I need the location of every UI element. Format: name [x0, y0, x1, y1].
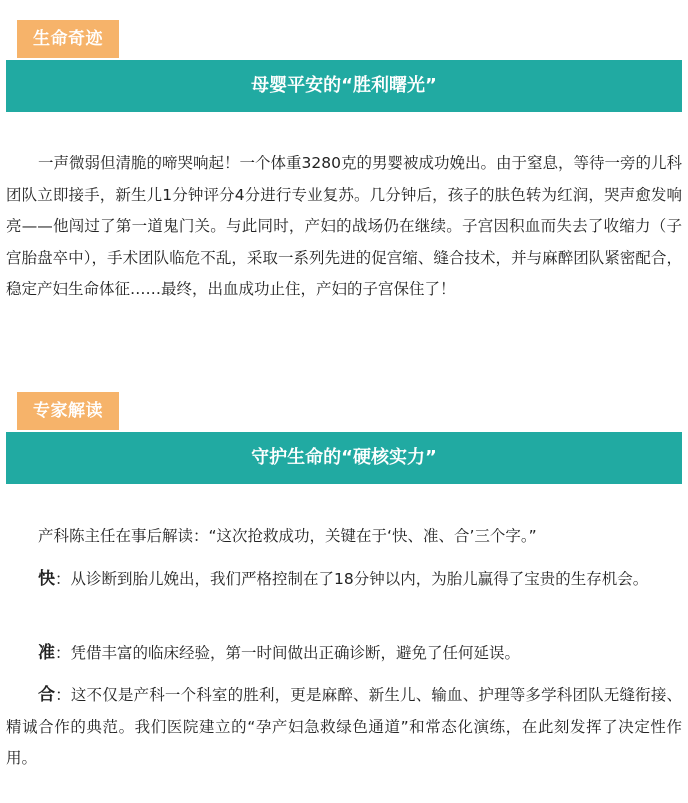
point-cooperate-key: 合 [38, 685, 56, 705]
section-banner-strength: 守护生命的“硬核实力” [6, 432, 682, 484]
expert-intro: 产科陈主任在事后解读：“这次抢救成功，关键在于‘快、准、合’三个字。” [38, 527, 537, 545]
point-cooperate [6, 680, 682, 775]
section-banner-victory: 母婴平安的“胜利曙光” [6, 60, 682, 112]
point-fast [6, 564, 682, 596]
story-paragraph: 一声微弱但清脆的啼哭响起！一个体重3280克的男婴被成功娩出。由于窒息，等待一旁的儿科团队立即接手，新生儿1分钟评分4分进行专业复苏。几分钟后，孩子的肤色转为红润，哭声愈发响亮——他闯过了第一道鬼门关。与此同时，产妇的战场仍在继续。子宫因积血而失去了收缩力（子宫胎盘卒中），手术团队临危不乱，采取一系列先进的促宫缩、缝合技术，并与麻醉团队紧密配合，稳定产妇生命体征……最终，出血成功止住，产妇的子宫保住了！ [6, 154, 682, 298]
point-cooperate-text: ：这不仅是产科一个科室的胜利，更是麻醉、新生儿、输血、护理等多学科团队无缝衔接、精诚合作的典范。我们医院建立的“孕产妇急救绿色通道”和常态化演练，在此刻发挥了决定性作用。 [6, 686, 683, 767]
point-accurate-key: 准 [38, 643, 55, 663]
point-accurate [6, 638, 682, 670]
section-tag-miracle: 生命奇迹 [17, 20, 119, 58]
point-accurate-text: ：凭借丰富的临床经验，第一时间做出正确诊断，避免了任何延误。 [55, 644, 521, 662]
section-tag-expert: 专家解读 [17, 392, 119, 430]
point-fast-key: 快 [38, 569, 55, 589]
point-fast-text: ：从诊断到胎儿娩出，我们严格控制在了18分钟以内，为胎儿赢得了宝贵的生存机会。 [55, 570, 649, 588]
